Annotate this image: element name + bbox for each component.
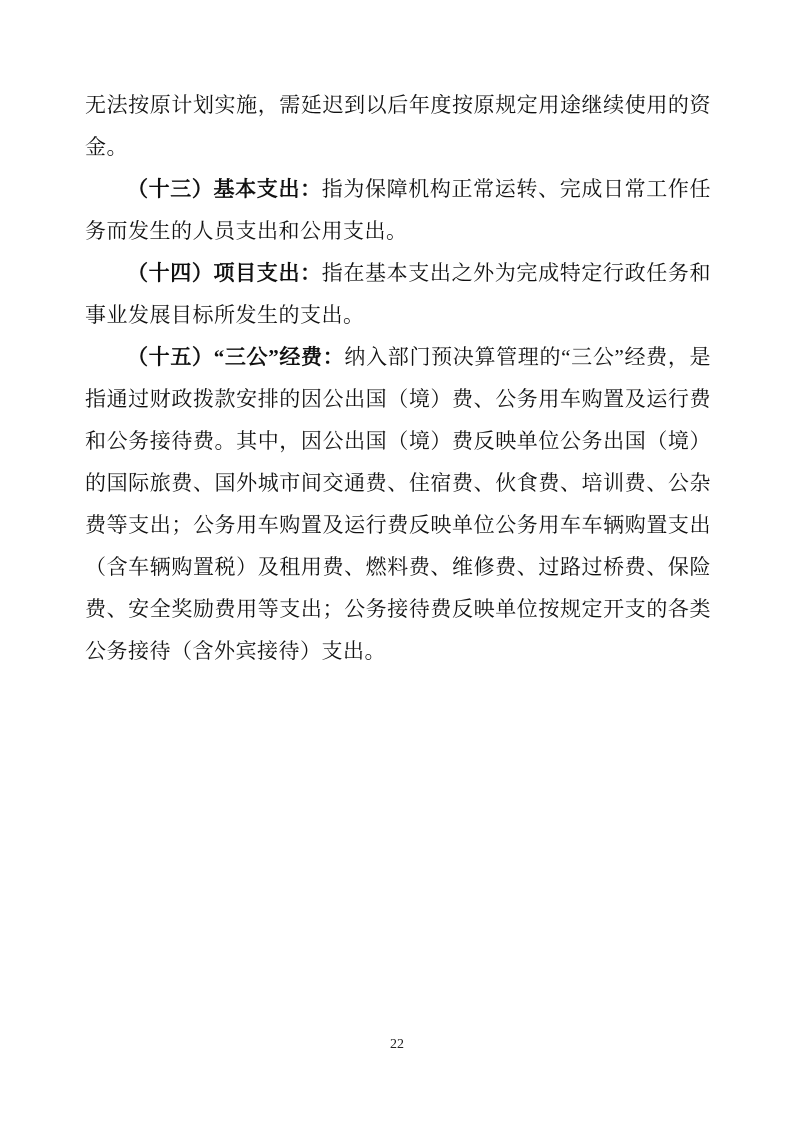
document-body [85,84,711,672]
paragraph-body: 指为保障机构正常运转、完成日常工作任务而发生的人员支出和公用支出。 [85,177,712,243]
paragraph-lead: （十四）项目支出： [127,261,322,285]
paragraph-continuation [85,84,711,168]
page-number: 22 [390,1037,404,1052]
paragraph-lead: （十三）基本支出： [127,177,322,201]
paragraph-body: 无法按原计划实施，需延迟到以后年度按原规定用途继续使用的资金。 [85,93,711,159]
paragraph-project-expenditure [85,252,711,336]
paragraph-three-public-funds [85,336,711,672]
paragraph-body: 指在基本支出之外为完成特定行政任务和事业发展目标所发生的支出。 [85,261,712,327]
paragraph-lead: （十五）“三公”经费： [127,345,345,369]
paragraph-basic-expenditure [85,168,711,252]
paragraph-body: 纳入部门预决算管理的“三公”经费，是指通过财政拨款安排的因公出国（境）费、公务用车购置及运行费和公务接待费。其中，因公出国（境）费反映单位公务出国（境）的国际旅费、国外城市间交通费、住宿费、伙食费、培训费、公杂费等支出；公务用车购置及运行费反映单位公务用车车辆购置支出（含车辆购置税）及租用费、燃料费、维修费、过路过桥费、保险费、安全奖励费用等支出；公务接待费反映单位按规定开支的各类公务接待（含外宾接待）支出。 [85,345,712,663]
